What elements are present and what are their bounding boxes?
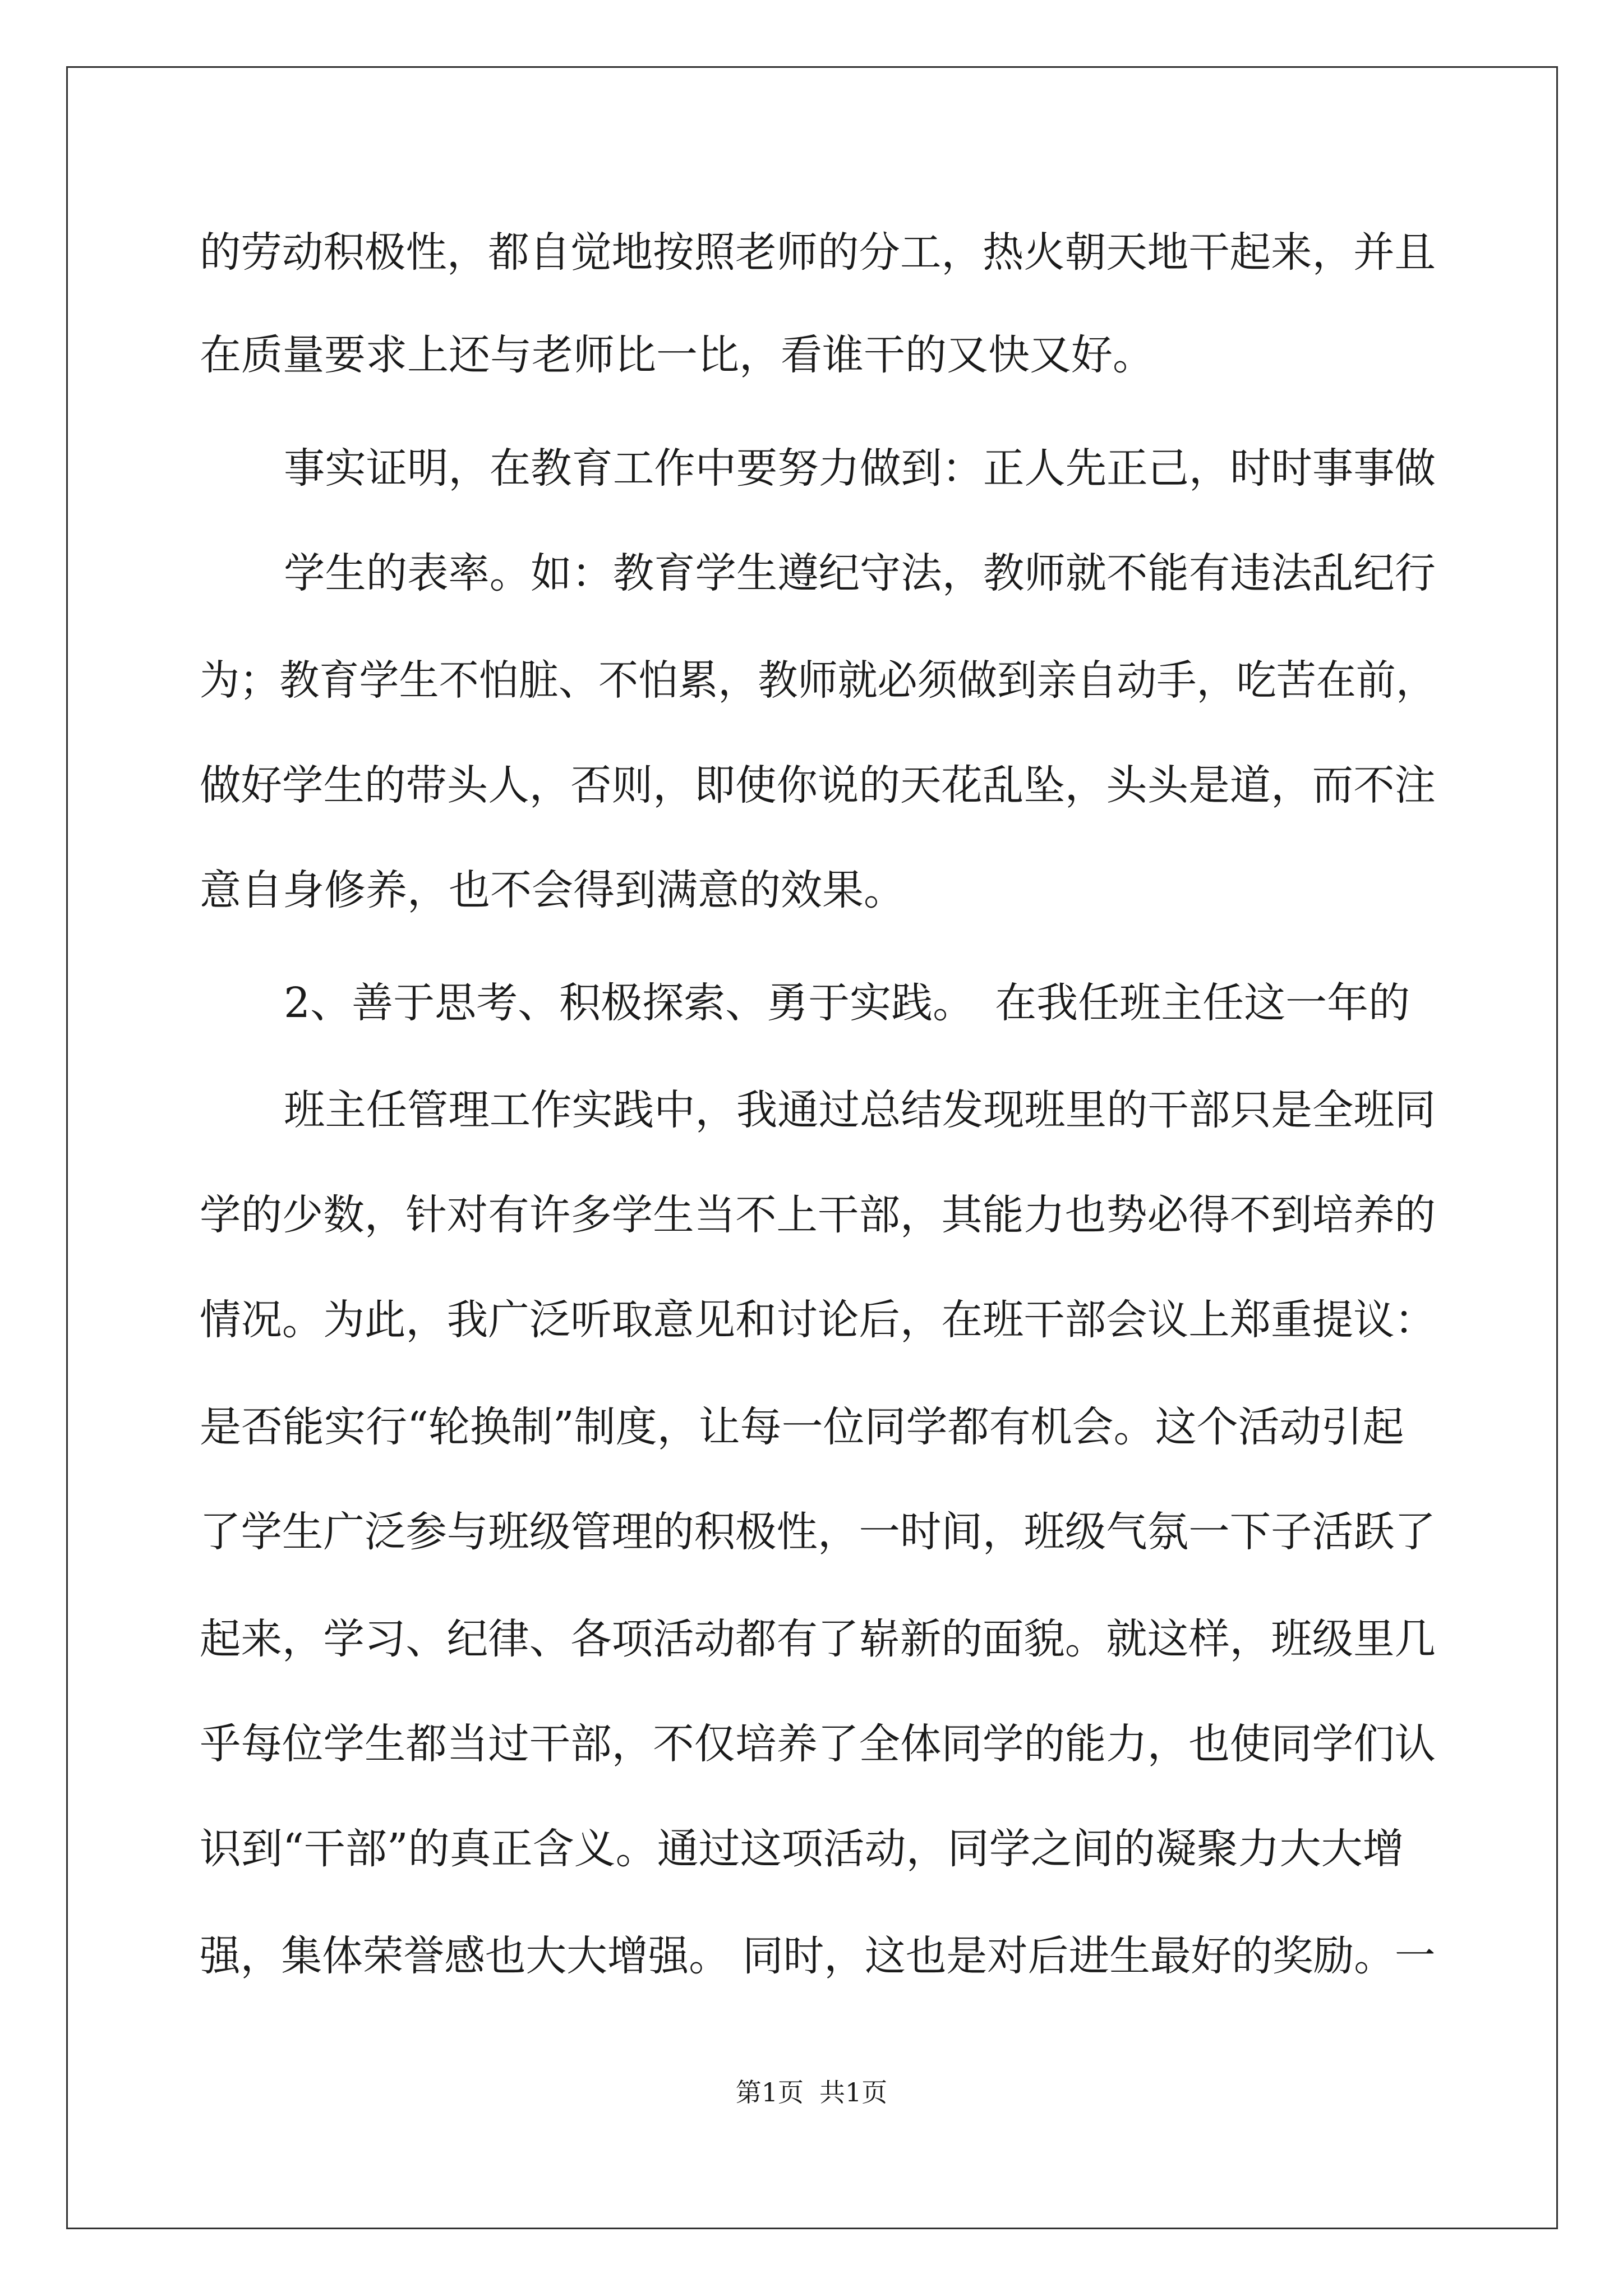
- text-line: 情况。为此，我广泛听取意见和讨论后，在班干部会议上郑重提议：: [200, 1296, 1436, 1344]
- text-line: 2、善于思考、积极探索、勇于实践。 在我任班主任这一年的: [284, 979, 1410, 1027]
- page-number-total: 共1页: [819, 2077, 888, 2108]
- text-line: 做好学生的带头人，否则，即使你说的天花乱坠，头头是道，而不注: [200, 761, 1436, 809]
- text-line: 为；教育学生不怕脏、不怕累，教师就必须做到亲自动手，吃苦在前，: [200, 656, 1436, 705]
- page-footer: [0, 2076, 1623, 2109]
- text-line: 意自身修养，也不会得到满意的效果。: [200, 866, 905, 914]
- text-line: 识到“干部”的真正含义。通过这项活动，同学之间的凝聚力大大增: [200, 1825, 1404, 1873]
- text-line: 事实证明，在教育工作中要努力做到：正人先正己，时时事事做: [284, 444, 1436, 493]
- text-line: 的劳动积极性，都自觉地按照老师的分工，热火朝天地干起来，并且: [200, 228, 1436, 277]
- text-line: 在质量要求上还与老师比一比，看谁干的又快又好。: [200, 331, 1154, 379]
- text-line: 乎每位学生都当过干部，不仅培养了全体同学的能力，也使同学们认: [200, 1720, 1436, 1768]
- text-line: 起来，学习、纪律、各项活动都有了崭新的面貌。就这样，班级里几: [200, 1615, 1436, 1663]
- page-border: [66, 66, 1558, 2229]
- text-line: 学的少数，针对有许多学生当不上干部，其能力也势必得不到培养的: [200, 1191, 1436, 1239]
- text-line: 了学生广泛参与班级管理的积极性，一时间，班级气氛一下子活跃了: [200, 1508, 1436, 1556]
- text-line: 是否能实行“轮换制”制度，让每一位同学都有机会。这个活动引起: [200, 1403, 1404, 1451]
- text-line: 班主任管理工作实践中，我通过总结发现班里的干部只是全班同: [284, 1086, 1436, 1134]
- text-line: 强，集体荣誉感也大大增强。 同时，这也是对后进生最好的奖励。一: [200, 1932, 1436, 1980]
- text-line: 学生的表率。如：教育学生遵纪守法，教师就不能有违法乱纪行: [284, 549, 1436, 597]
- page-number-current: 第1页: [735, 2077, 804, 2108]
